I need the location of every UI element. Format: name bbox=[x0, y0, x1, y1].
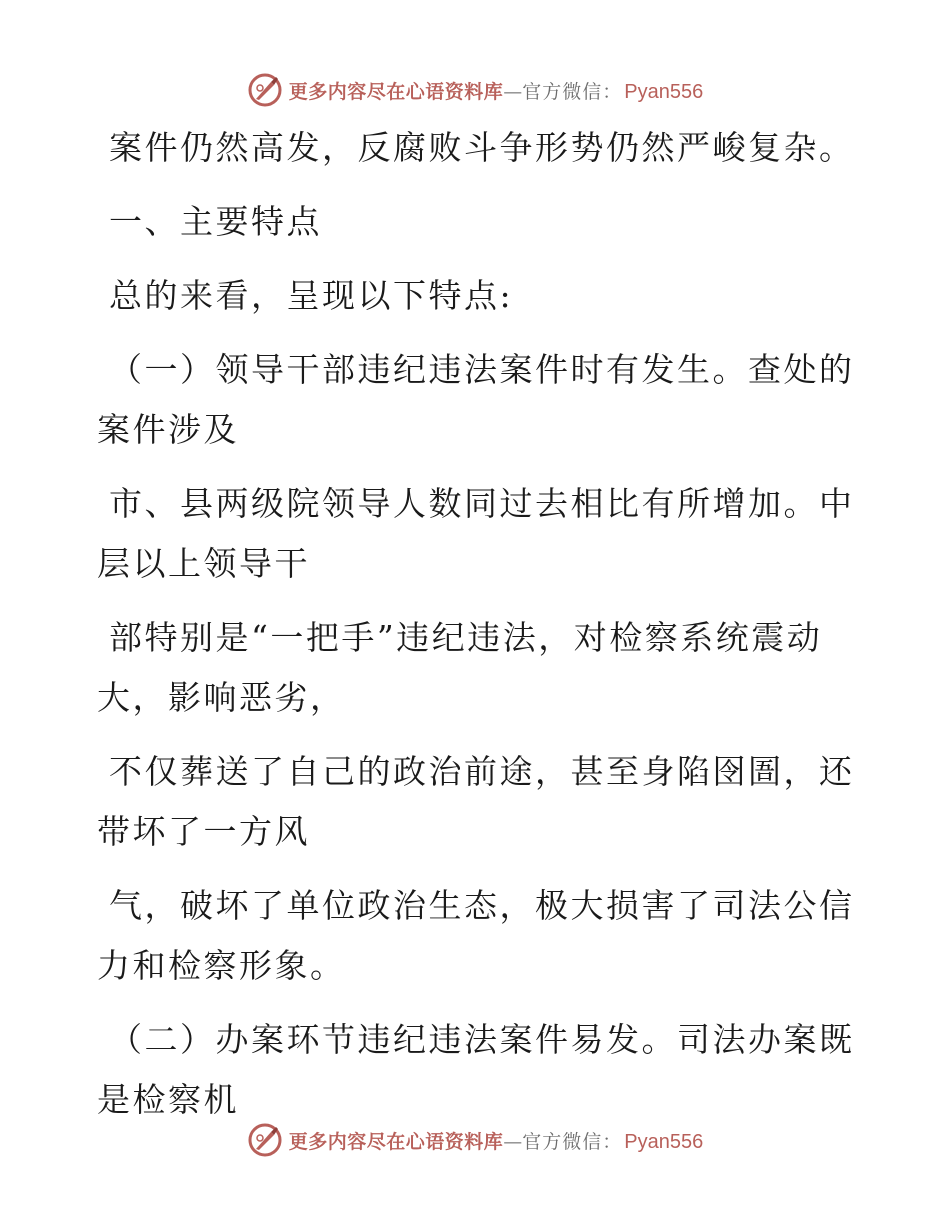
watermark-text bbox=[289, 77, 704, 104]
section-heading bbox=[97, 192, 837, 252]
watermark-wechat-id: Pyan556 bbox=[624, 80, 704, 103]
paragraph bbox=[97, 742, 855, 862]
watermark-wechat-id: Pyan556 bbox=[624, 1130, 704, 1153]
text-line: （一）领导干部违纪违法案件时有发生。查处的 bbox=[109, 350, 855, 389]
paragraph bbox=[97, 118, 855, 178]
watermark-separator: — bbox=[503, 80, 523, 103]
document-body bbox=[97, 118, 855, 1130]
text-line: 气，破坏了单位政治生态，极大损害了司法公信 bbox=[109, 886, 855, 925]
watermark-wechat-label: 官方微信： bbox=[522, 1130, 623, 1153]
text-line: 带坏了一方风 bbox=[97, 812, 310, 851]
text-line: 层以上领导干 bbox=[97, 544, 310, 583]
paragraph bbox=[97, 340, 855, 460]
paragraph bbox=[97, 474, 855, 594]
paragraph bbox=[97, 1010, 855, 1130]
watermark-separator: — bbox=[503, 1130, 523, 1153]
paragraph bbox=[97, 608, 837, 728]
text-line: 大，影响恶劣， bbox=[97, 678, 346, 717]
text-line: 一、主要特点 bbox=[109, 202, 322, 241]
text-line: 是检察机 bbox=[97, 1080, 239, 1119]
paragraph bbox=[97, 266, 837, 326]
quill-pen-seal-icon bbox=[247, 72, 283, 108]
text-line: 力和检察形象。 bbox=[97, 946, 346, 985]
watermark-wechat-label: 官方微信： bbox=[522, 80, 623, 103]
paragraph bbox=[97, 876, 855, 996]
watermark-lead: 更多内容尽在心语资料库 bbox=[288, 80, 504, 103]
text-line: 不仅葬送了自己的政治前途，甚至身陷囹圄，还 bbox=[109, 752, 855, 791]
text-line: 部特别是“一把手”违纪违法，对检察系统震动 bbox=[109, 618, 823, 657]
text-line: 案件仍然高发，反腐败斗争形势仍然严峻复杂。 bbox=[109, 128, 855, 167]
quill-pen-seal-icon bbox=[247, 1122, 283, 1158]
watermark-text bbox=[289, 1127, 704, 1154]
watermark-lead: 更多内容尽在心语资料库 bbox=[288, 1130, 504, 1153]
text-line: 市、县两级院领导人数同过去相比有所增加。中 bbox=[109, 484, 855, 523]
text-line: （二）办案环节违纪违法案件易发。司法办案既 bbox=[109, 1020, 855, 1059]
text-line: 案件涉及 bbox=[97, 410, 239, 449]
footer-watermark-banner bbox=[0, 1120, 950, 1160]
header-watermark-banner bbox=[0, 70, 950, 110]
text-line: 总的来看，呈现以下特点: bbox=[109, 276, 514, 315]
